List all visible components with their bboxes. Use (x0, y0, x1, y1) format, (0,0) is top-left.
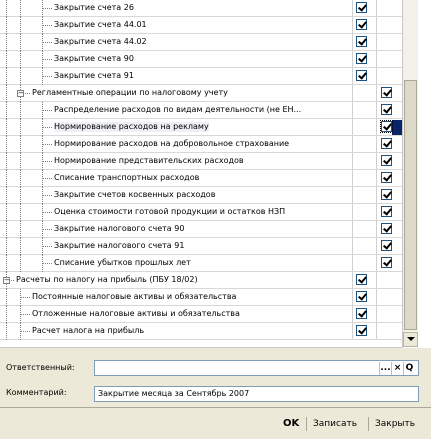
vertical-scrollbar[interactable] (403, 0, 418, 347)
tree-connector (42, 127, 52, 128)
tree-connector (6, 204, 7, 221)
column-divider (376, 170, 377, 186)
include-checkbox[interactable] (356, 274, 367, 285)
include-checkbox[interactable] (381, 223, 392, 234)
include-checkbox[interactable] (381, 121, 392, 132)
column-divider (376, 187, 377, 203)
comment-value: Закрытие месяца за Сентябрь 2007 (98, 389, 250, 398)
column-divider (376, 238, 377, 254)
column-divider (352, 68, 353, 84)
include-checkbox[interactable] (356, 36, 367, 47)
tree-row-label: Закрытие счета 91 (54, 71, 134, 80)
save-button[interactable]: Записать (313, 419, 358, 429)
include-checkbox[interactable] (356, 291, 367, 302)
tree-row-label: Закрытие счетов косвенных расходов (54, 190, 216, 199)
tree-connector (20, 102, 21, 119)
tree-connector (6, 0, 7, 17)
column-divider (376, 255, 377, 271)
tree-connector (6, 153, 7, 170)
tree-connector (42, 144, 52, 145)
scrollbar-thumb[interactable] (404, 80, 417, 330)
tree-connector (42, 110, 52, 111)
tree-connector (20, 204, 21, 221)
column-divider (376, 119, 377, 135)
tree-connector (42, 246, 52, 247)
tree-row[interactable] (0, 323, 402, 340)
ok-button[interactable]: OK (283, 418, 300, 429)
tree-row[interactable] (0, 289, 402, 306)
tree-row[interactable] (0, 17, 402, 34)
button-divider (368, 417, 369, 431)
tree-connector (6, 136, 7, 153)
tree-connector (6, 51, 7, 68)
tree-row[interactable] (0, 170, 402, 187)
include-checkbox[interactable] (356, 53, 367, 64)
tree-connector (20, 238, 21, 255)
tree-row-label: Списание убытков прошлых лет (54, 258, 191, 267)
column-divider (376, 136, 377, 152)
tree-row-label: Списание транспортных расходов (54, 173, 200, 182)
scroll-down-button[interactable] (403, 332, 418, 347)
include-checkbox[interactable] (381, 138, 392, 149)
tree-row[interactable] (0, 306, 402, 323)
column-divider (352, 238, 353, 254)
tree-connector (20, 119, 21, 136)
column-divider (352, 255, 353, 271)
tree-connector (6, 170, 7, 187)
comment-field[interactable] (94, 386, 419, 402)
column-divider (352, 289, 353, 305)
include-checkbox[interactable] (356, 2, 367, 13)
column-divider (376, 204, 377, 220)
column-divider (376, 68, 377, 84)
tree-connector (42, 76, 52, 77)
collapse-icon[interactable]: − (18, 89, 24, 97)
tree-connector (42, 59, 52, 60)
tree-row-label: Закрытие счета 90 (54, 54, 134, 63)
tree-connector (20, 331, 30, 332)
tree-row[interactable] (0, 238, 402, 255)
tree-row[interactable] (0, 51, 402, 68)
include-checkbox[interactable] (381, 172, 392, 183)
tree-connector (6, 34, 7, 51)
tree-connector (6, 187, 7, 204)
tree-connector (20, 34, 21, 51)
tree-connector (6, 221, 7, 238)
column-divider (376, 289, 377, 305)
tree-row-label: Нормирование представительских расходов (54, 156, 244, 165)
chevron-down-icon (407, 337, 415, 341)
column-divider (352, 119, 353, 135)
column-divider (352, 170, 353, 186)
tree-row[interactable] (0, 68, 402, 85)
tree-connector (6, 68, 7, 85)
tree-connector (6, 255, 7, 272)
column-divider (352, 221, 353, 237)
tree-connector (42, 42, 52, 43)
column-divider (376, 85, 377, 101)
tree-row[interactable] (0, 153, 402, 170)
tree-row-label: Закрытие налогового счета 90 (54, 224, 185, 233)
tree-row[interactable] (0, 255, 402, 272)
column-divider (376, 272, 377, 288)
tree-connector (42, 8, 52, 9)
tree-connector (6, 17, 7, 34)
tree-row[interactable] (0, 85, 402, 102)
tree-row-label: Закрытие счета 26 (54, 3, 134, 12)
include-checkbox[interactable] (381, 189, 392, 200)
tree-row[interactable] (0, 119, 402, 136)
tree-connector (20, 136, 21, 153)
tree-row-label: Расчет налога на прибыль (32, 326, 145, 335)
tree-row-label: Закрытие счета 44.02 (54, 37, 147, 46)
tree-connector (6, 102, 7, 119)
select-button[interactable]: ... (379, 362, 391, 376)
button-divider (306, 417, 307, 431)
tree-connector (20, 187, 21, 204)
open-icon[interactable]: Q (403, 362, 415, 376)
tree-row-label: Постоянные налоговые активы и обязательства (32, 292, 237, 301)
tree-connector (20, 255, 21, 272)
column-divider (376, 306, 377, 322)
tree-row[interactable] (0, 102, 402, 119)
column-divider (376, 51, 377, 67)
column-divider (376, 153, 377, 169)
tree-connector (6, 85, 7, 102)
include-checkbox[interactable] (381, 240, 392, 251)
include-checkbox[interactable] (381, 155, 392, 166)
column-divider (352, 34, 353, 50)
column-divider (352, 272, 353, 288)
include-checkbox[interactable] (381, 87, 392, 98)
tree-connector (6, 119, 7, 136)
tree-connector (42, 195, 52, 196)
comment-label: Комментарий: (6, 388, 67, 397)
tree-connector (20, 68, 21, 85)
tree-connector (42, 263, 52, 264)
collapse-icon[interactable]: − (4, 276, 10, 284)
include-checkbox[interactable] (356, 19, 367, 30)
tree-row[interactable] (0, 272, 402, 289)
tree-row-label: Закрытие налогового счета 91 (54, 241, 185, 250)
tree-connector (6, 289, 7, 306)
column-divider (352, 0, 353, 16)
tree-connector (20, 170, 21, 187)
column-divider (376, 0, 377, 16)
tree-row[interactable] (0, 204, 402, 221)
column-divider (352, 323, 353, 339)
tree-connector (20, 314, 30, 315)
tree-connector (20, 51, 21, 68)
tree-connector (6, 238, 7, 255)
tree-row-label: Нормирование расходов на добровольное страхование (54, 139, 290, 148)
tree-connector (42, 178, 52, 179)
tree-connector (20, 153, 21, 170)
tree-row-label: Закрытие счета 44.01 (54, 20, 147, 29)
clear-icon[interactable]: × (391, 362, 403, 376)
tree-connector (20, 0, 21, 17)
responsible-label: Ответственный: (6, 363, 75, 372)
include-checkbox[interactable] (381, 257, 392, 268)
tree-row-label: Отложенные налоговые активы и обязательства (32, 309, 240, 318)
tree-connector (42, 25, 52, 26)
responsible-field[interactable] (94, 360, 419, 376)
tree-row-label: Нормирование расходов на рекламу (54, 122, 209, 131)
column-divider (352, 102, 353, 118)
column-divider (352, 204, 353, 220)
include-checkbox[interactable] (381, 104, 392, 115)
tree-connector (20, 297, 30, 298)
tree-row[interactable] (0, 34, 402, 51)
column-divider (352, 153, 353, 169)
tree-row-label: Оценка стоимости готовой продукции и остатков НЗП (54, 207, 286, 216)
tree-connector (42, 212, 52, 213)
tree-connector (20, 221, 21, 238)
include-checkbox[interactable] (356, 70, 367, 81)
column-divider (352, 136, 353, 152)
column-divider (352, 85, 353, 101)
form-footer (0, 348, 431, 439)
column-divider (376, 221, 377, 237)
column-divider (376, 323, 377, 339)
tree-row[interactable] (0, 221, 402, 238)
focus-indicator (392, 120, 402, 135)
tree-connector (42, 229, 52, 230)
tree-row-label: Распределение расходов по видам деятельности (не ЕН... (54, 105, 302, 114)
tree-connector (42, 161, 52, 162)
column-divider (376, 34, 377, 50)
tree-row[interactable] (0, 136, 402, 153)
column-divider (376, 17, 377, 33)
column-divider (352, 306, 353, 322)
include-checkbox[interactable] (356, 308, 367, 319)
footer-divider (0, 407, 431, 408)
column-divider (352, 51, 353, 67)
tree-connector (6, 323, 7, 340)
column-divider (352, 17, 353, 33)
tree-row-label: Расчеты по налогу на прибыль (ПБУ 18/02) (16, 275, 198, 284)
column-divider (352, 187, 353, 203)
include-checkbox[interactable] (356, 325, 367, 336)
tree-connector (20, 17, 21, 34)
include-checkbox[interactable] (381, 206, 392, 217)
column-divider (376, 102, 377, 118)
tree-row[interactable] (0, 0, 402, 17)
tree-row-label: Регламентные операции по налоговому учету (32, 88, 228, 97)
tree-row[interactable] (0, 187, 402, 204)
tree-connector (6, 306, 7, 323)
close-button[interactable]: Закрыть (375, 419, 416, 429)
